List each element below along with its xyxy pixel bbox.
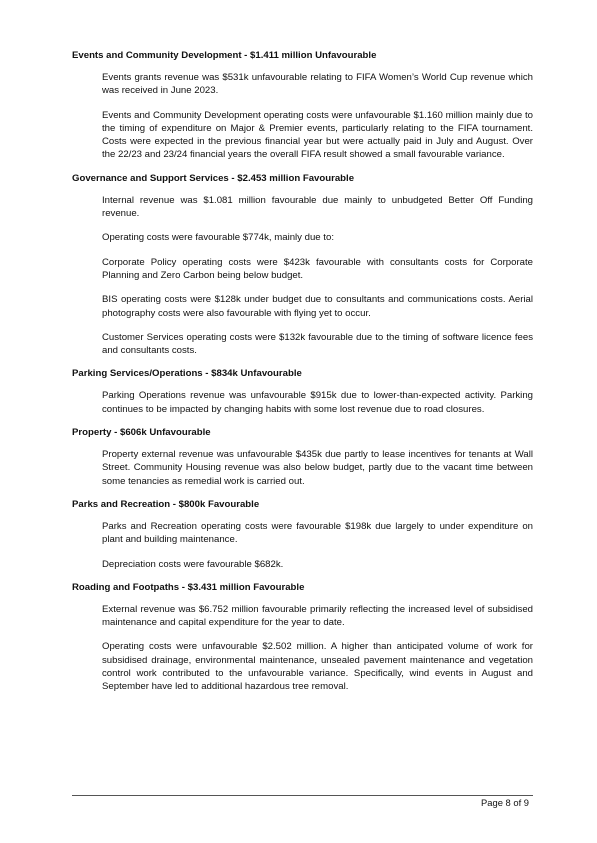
section-heading: Roading and Footpaths - $3.431 million Favourable bbox=[72, 581, 305, 593]
section-roading bbox=[72, 582, 533, 694]
section-parks bbox=[72, 499, 533, 571]
page-number: Page 8 of 9 bbox=[481, 797, 529, 808]
section-heading: Property - $606k Unfavourable bbox=[72, 427, 211, 439]
section-heading: Parks and Recreation - $800k Favourable bbox=[72, 498, 260, 510]
footer-divider bbox=[72, 795, 533, 796]
section-property bbox=[72, 427, 533, 488]
paragraph: Property external revenue was unfavourable $435k due partly to lease incentives for tenants at Wall Street. Community Housing revenue was also below budget, partly due to the vacant time between some tenancies as remedial work is carried out. bbox=[102, 449, 533, 487]
section-heading: Governance and Support Services - $2.453 million Favourable bbox=[72, 172, 355, 184]
paragraph: Parking Operations revenue was unfavourable $915k due to lower-than-expected activity. Parking continues to be impacted by changing habits with some lost revenue due to road closures. bbox=[102, 390, 533, 415]
paragraph: BIS operating costs were $128k under budget due to consultants and communications costs. Aerial photography costs were also favourable with flying yet to occur. bbox=[102, 294, 533, 319]
paragraph: External revenue was $6.752 million favourable primarily reflecting the increased level of subsidised maintenance and capital expenditure for the year to date. bbox=[102, 603, 533, 629]
paragraph: Events and Community Development operating costs were unfavourable $1.160 million mainly due to the timing of expenditure on Major & Premier events, particularly relating to the FIFA tournament. Costs were expected in the previous financial year but were actually paid in July and August. Over the 22/23 and 23/24 financial years the overall FIFA result showed a small favourable variance. bbox=[102, 109, 533, 161]
page-content bbox=[72, 50, 533, 705]
paragraph: Operating costs were favourable $774k, mainly due to: bbox=[102, 232, 334, 244]
paragraph: Events grants revenue was $531k unfavourable relating to FIFA Women’s World Cup revenue which was received in June 2023. bbox=[102, 72, 533, 97]
section-governance bbox=[72, 173, 533, 358]
paragraph: Customer Services operating costs were $132k favourable due to the timing of software licence fees and consultants costs. bbox=[102, 331, 533, 357]
paragraph: Depreciation costs were favourable $682k. bbox=[102, 558, 284, 570]
section-heading: Events and Community Development - $1.411 million Unfavourable bbox=[72, 50, 377, 61]
paragraph: Operating costs were unfavourable $2.502 million. A higher than anticipated volume of work for subsidised drainage, environmental maintenance, unsealed pavement maintenance and vegetation control work contributed to the unfavourable variance. Specifically, wind events in August and September have led to additional hazardous tree removal. bbox=[102, 641, 533, 693]
paragraph: Internal revenue was $1.081 million favourable due mainly to unbudgeted Better Off Funding revenue. bbox=[102, 194, 533, 220]
section-parking bbox=[72, 368, 533, 416]
paragraph: Corporate Policy operating costs were $423k favourable with consultants costs for Corporate Planning and Zero Carbon being below budget. bbox=[102, 256, 533, 281]
paragraph: Parks and Recreation operating costs were favourable $198k due largely to under expenditure on plant and building maintenance. bbox=[102, 520, 533, 546]
section-events bbox=[72, 50, 533, 162]
section-heading: Parking Services/Operations - $834k Unfavourable bbox=[72, 368, 302, 380]
